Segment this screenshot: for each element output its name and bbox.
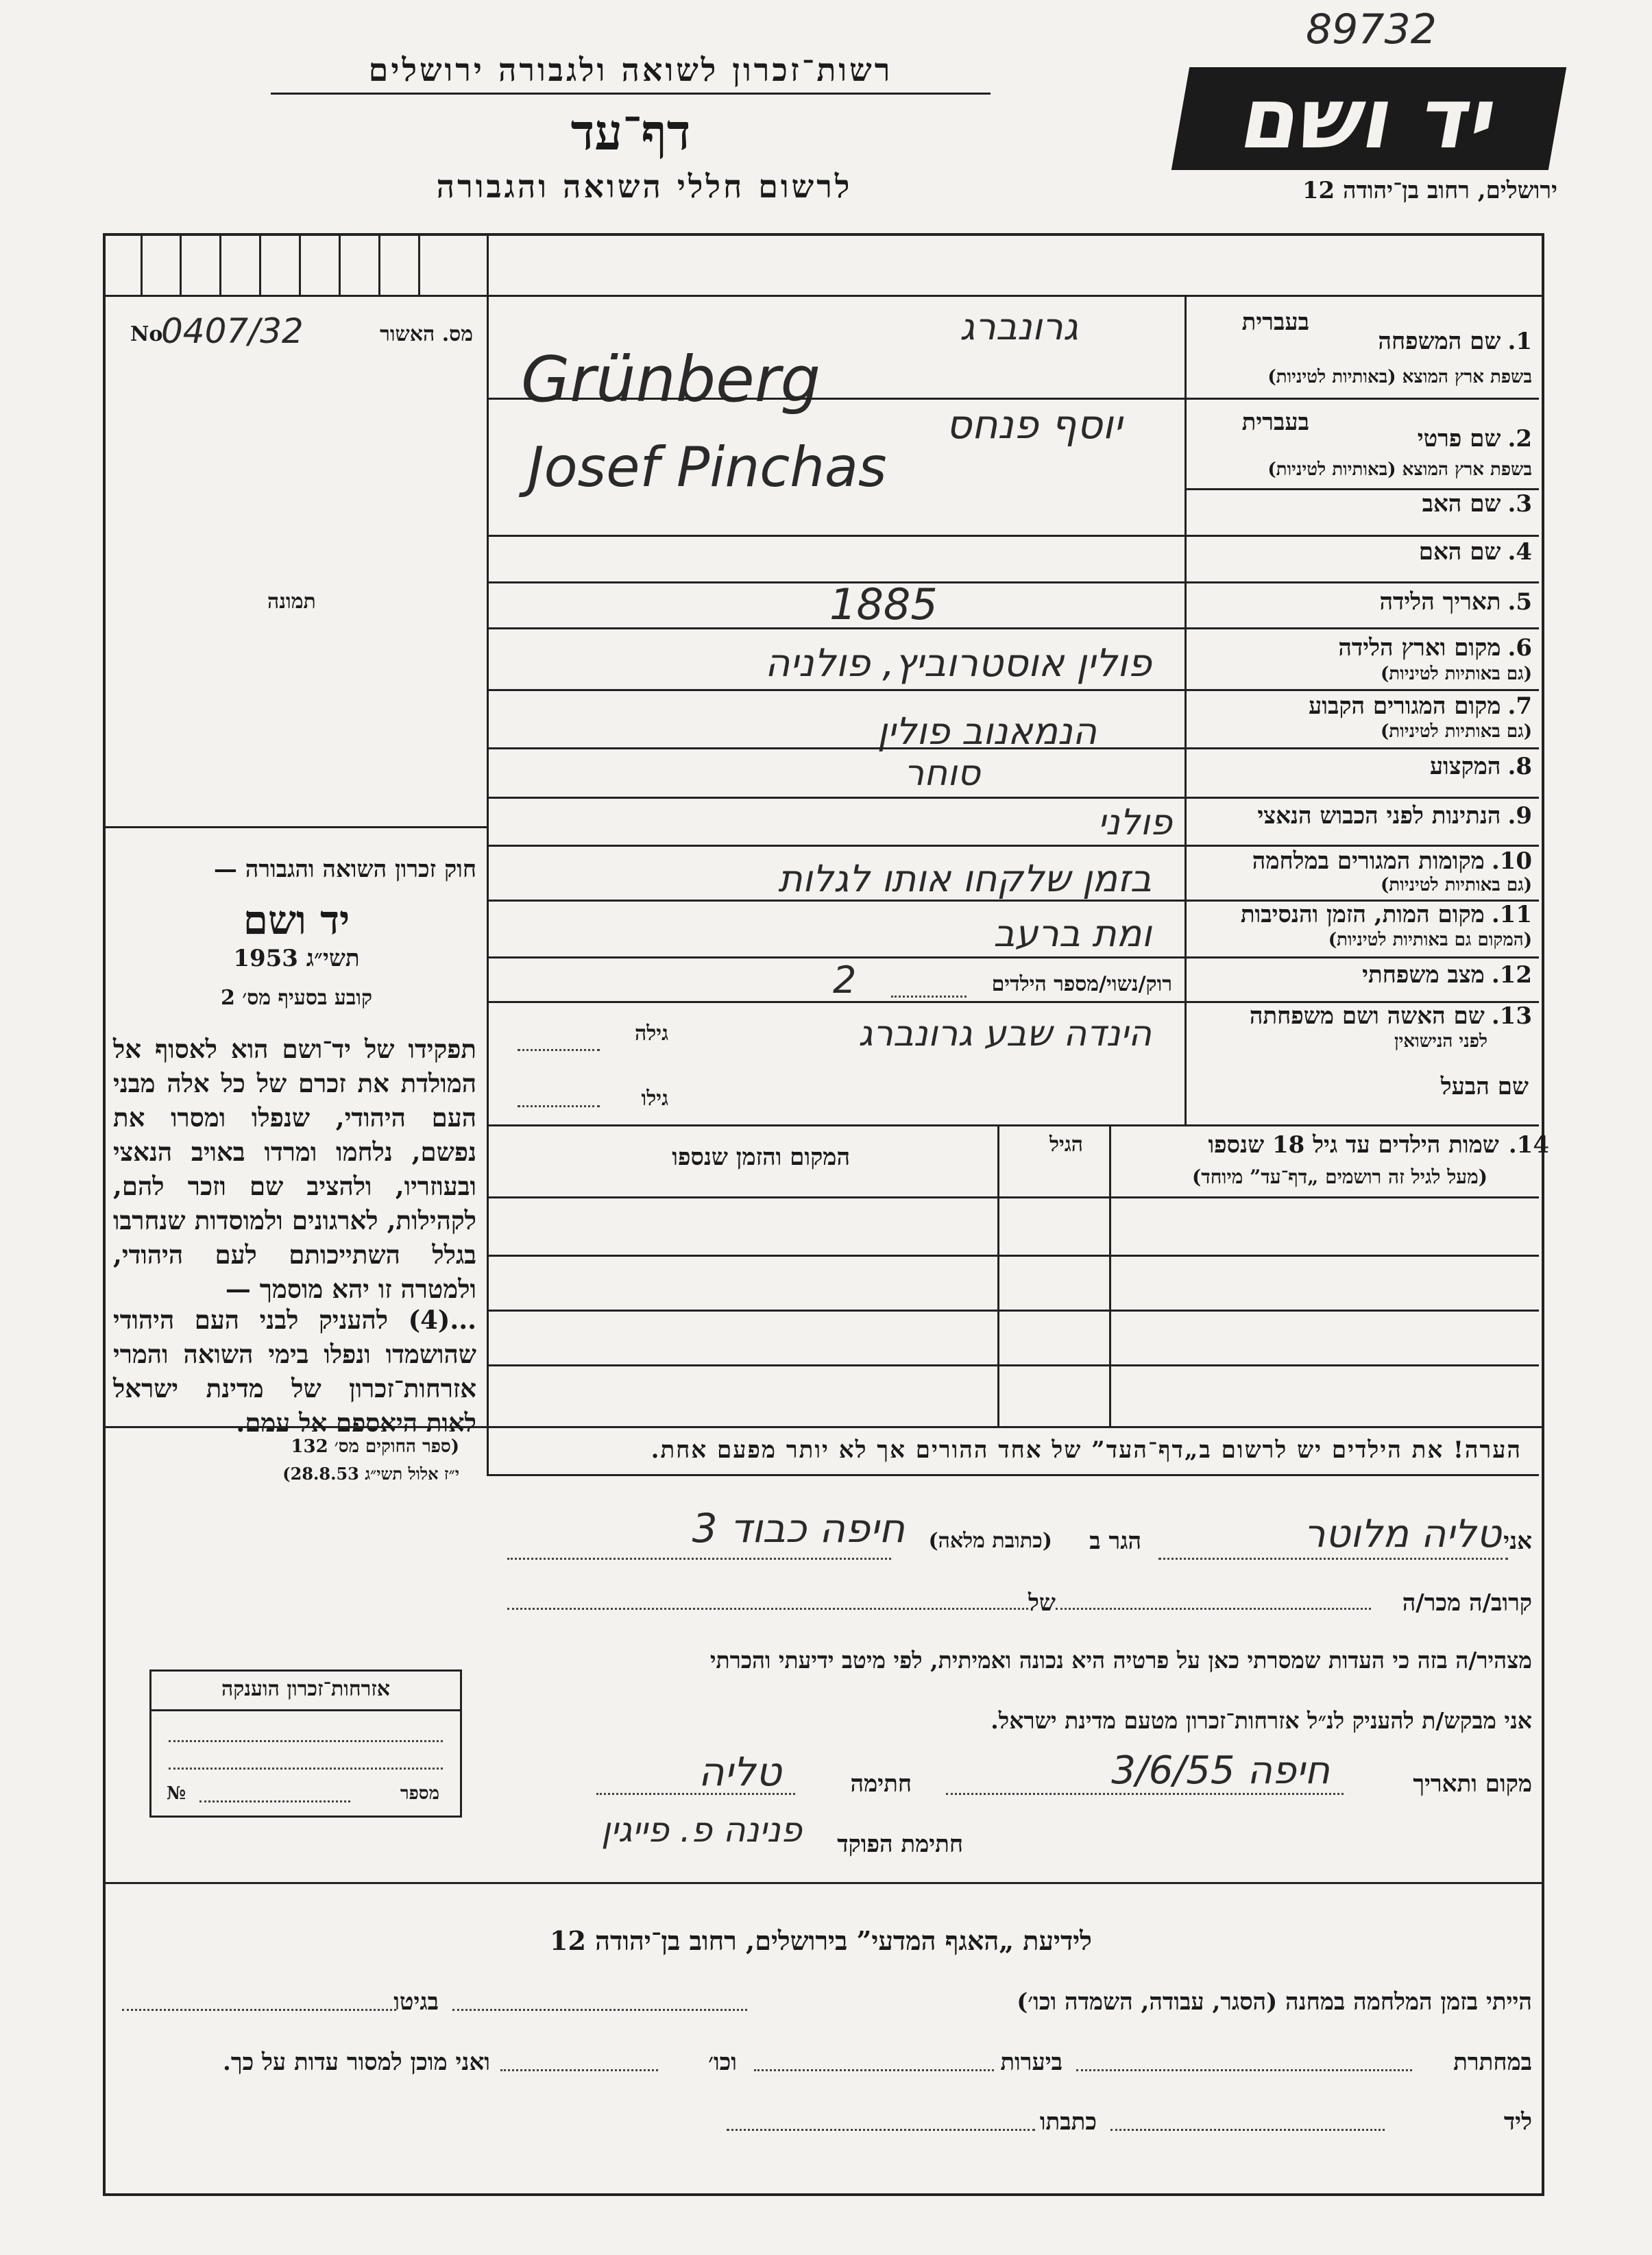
field-5-label: 5.תאריך הלידה [1379,588,1532,616]
header-rule [271,93,991,95]
field-7-sub: (גם באותיות לטיניות) [1380,721,1532,742]
decl-place-date-label: מקום ותאריך [1413,1770,1532,1798]
field-10-label: 10.מקומות המגורים במלחמה [1252,847,1532,875]
decl-relation-label: קרוב/ה מכר/ה [1402,1589,1532,1617]
children-age-header: הגיל [1049,1133,1083,1157]
decl-statement: מצהיר/ה בזה כי העדות שמסרתי כאן על פרטיה היא נכונה ואמיתית, לפי מיטב ידיעתי והכרתי [709,1647,1532,1674]
field-5-value[interactable]: 1885 [829,579,938,629]
decl-official-signature[interactable]: פנינה פ. פייגין [600,1810,802,1850]
footer-line3-b: כתבתו [1039,2108,1097,2136]
field-11-sub: (המקום גם באותיות לטיניות) [1328,930,1532,950]
law-year: תשי״ג 1953 [233,945,360,972]
footer-line1-a: הייתי בזמן המלחמה במחנה (הסגר, עבודה, השמדה וכו׳) [1017,1988,1532,2016]
footer-line2-c: וכו׳ [708,2049,737,2076]
receipt-field [130,311,473,358]
field-2-heb-label: בעברית [1241,409,1309,436]
field-1-label: 1.שם המשפחה [1378,328,1532,355]
footer-title: לידיעת „האגף המדעי” בירושלים, רחוב בן־יהודה 12 [550,1925,1092,1956]
field-2-sub: בשפת ארץ המוצא (באותיות לטיניות) [1267,459,1532,480]
law-paragraph-2: ...(4) להעניק לבני העם היהודי שהושמדו ונפלו בימי השואה והמרי אזרחות־זכרון של מדינת ישראל לאות היאספם אל עמם. [113,1305,476,1438]
decl-shel: של [1028,1589,1056,1617]
field-1-latin-value[interactable]: Grünberg [521,343,821,416]
citizenship-box-title: אזרחות־זכרון הוענקה [221,1677,391,1701]
citizenship-box-number-label: מספר [400,1783,439,1804]
citizenship-box [149,1669,462,1818]
field-2-label: 2.שם פרטי [1417,425,1532,453]
law-title: חוק זכרון השואה והגבורה — [213,856,476,883]
authority-title: רשות־זכרון לשואה ולגבורה ירושלים [368,51,893,88]
field-10-sub: (גם באותיות לטיניות) [1380,875,1532,895]
field-10-value[interactable]: בזמן שלקחו אותו לגלות [778,857,1152,900]
wife-age-label: גילה [634,1022,668,1046]
field-9-label: 9.הנתינות לפני הכבוש הנאצי [1257,802,1532,830]
yad-vashem-logo: יד ושם [1171,67,1566,170]
photo-label: תמונה [267,590,316,614]
top-strip-rule [103,295,1542,297]
field-11-label: 11.מקום המות, הזמן והנסיבות [1240,901,1532,928]
decl-resides: הגר ב [1089,1528,1141,1555]
law-ref-2: י״ז אלול תשי״ג 28.8.53) [282,1464,459,1484]
receipt-number-value[interactable]: 0407/32 [161,311,304,351]
footer-line3-a: ליד [1503,2108,1532,2136]
children-note: הערה! את הילדים יש לרשום ב„דף־העד” של אחד ההורים אך לא יותר מפעם אחת. [651,1436,1522,1464]
decl-address-value[interactable]: חיפה כבוד 3 [692,1505,905,1552]
decl-signature-label: חתימה [850,1770,912,1798]
left-column-divider [487,236,489,1429]
law-name: יד ושם [243,897,350,943]
decl-ani: אני [1503,1528,1532,1555]
receipt-label: מס. האשור [380,322,473,346]
field-13-sub: לפני הנישואין [1394,1031,1487,1052]
field-12-label: 12.מצב משפחתי [1362,961,1532,989]
header-address: ירושלים, רחוב בן־יהודה 12 [1302,177,1557,204]
law-paragraph-1: תפקידו של יד־ושם הוא לאסוף אל המולדת את זכרם של כל אלה מבני העם היהודי, שנפלו ומסרו את נפשם, נלחמו ומרדו באויב הנאצי ובעוזריו, ולהציב שם וזכר להם, לקהילות, לארגונים ולמוסדות שנחרבו בגלל השתייכותם לעם היהודי, ולמטרה זו יהא מוסמך — [113,1034,476,1304]
field-1-heb-label: בעברית [1241,309,1309,336]
photo-box-bottom [103,826,487,828]
decl-request: אני מבקש/ת להעניק לנ״ל אזרחות־זכרון מטעם מדינת ישראל. [991,1707,1532,1734]
field-6-label: 6.מקום וארץ הלידה [1338,634,1532,662]
decl-address-label: (כתובת מלאה) [928,1529,1052,1553]
law-clause: קובע בסעיף מס׳ 2 [220,986,373,1010]
decl-signature-value[interactable]: טליה [698,1748,781,1795]
field-6-value[interactable]: פולין אוסטרוביץ, פולניה [764,641,1152,686]
form-subtitle: לרשום חללי השואה והגבורה [436,168,853,205]
field-1-heb-value[interactable]: גרונברג [960,305,1079,348]
field-2-latin-value[interactable]: Josef Pinchas [528,435,887,499]
decl-place-date-value[interactable]: חיפה 3/6/55 [1111,1748,1330,1793]
citizenship-box-no: № [167,1783,186,1804]
field-6-sub: (גם באותיות לטיניות) [1380,664,1532,684]
children-sub: (מעל לגיל זה רושמים „דף־עד” מיוחד) [1192,1166,1487,1188]
field-13-label: 13.שם האשה ושם משפחתה [1249,1002,1532,1030]
field-2-heb-value[interactable]: יוסף פנחס [946,401,1122,448]
field-13-value[interactable]: הינדה שבע גרונברג [858,1013,1152,1054]
field-7-value[interactable]: הנמאנוב פולין [877,710,1097,753]
field-8-value[interactable]: סוחר [903,753,980,794]
husband-age-label: גילו [641,1087,668,1111]
field-12-options: רוק/נשוי/מספר הילדים [991,972,1172,996]
label-column-divider [1185,295,1187,1124]
field-11-value[interactable]: ומת ברעב [993,912,1152,955]
field-8-label: 8.המקצוע [1429,753,1532,780]
footer-line2-d: ואני מוכן למסור עדות על כך. [223,2049,490,2076]
field-4-label: 4.שם האם [1418,538,1532,566]
husband-label: שם הבעל [1440,1073,1529,1100]
footer-line1-b: בגיטו [393,1988,439,2016]
law-ref-1: (ספר החוקים מס׳ 132 [291,1436,459,1457]
file-number: 89732 [1306,5,1437,53]
form-title: דף־עד [570,103,691,161]
footer-line2-a: במחתרת [1453,2049,1532,2076]
children-place-header: המקום והזמן שנספו [672,1144,850,1171]
field-9-value[interactable]: פולני [1097,802,1172,843]
receipt-no: No [130,322,163,346]
decl-official-label: חתימת הפוקד [837,1831,963,1858]
field-7-label: 7.מקום המגורים הקבוע [1309,692,1532,720]
decl-name-value[interactable]: טליה מלוטר [1303,1512,1501,1556]
footer-line2-b: ביערות [1000,2049,1062,2076]
children-title: 14.שמות הילדים עד גיל 18 שנספו [1208,1131,1549,1159]
field-3-label: 3.שם האב [1422,490,1532,518]
field-12-children-count[interactable]: 2 [833,958,857,1002]
field-1-sub: בשפת ארץ המוצא (באותיות לטיניות) [1267,367,1532,387]
